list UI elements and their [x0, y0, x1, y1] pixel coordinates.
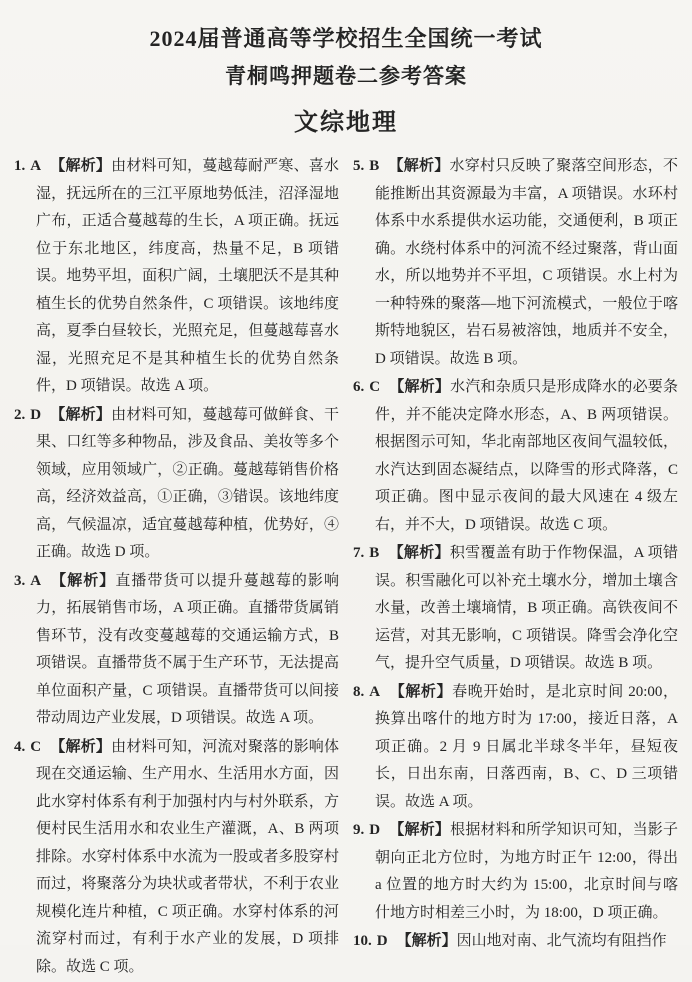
analysis-text: 积雪覆盖有助于作物保温，A 项错误。积雪融化可以补充土壤水分，增加土壤含水量，改善土壤墒情，B 项正确。高铁夜间不运营，对其无影响，C 项错误。降雪会净化空气，提升空气质量，D 项错误。故选 B 项。: [375, 545, 678, 671]
subject-heading: 文综地理: [294, 109, 398, 136]
answer-letter: B: [369, 545, 380, 561]
analysis-text: 由材料可知，河流对聚落的影响体现在交通运输、生产用水、生活用水方面，因此水穿村体系有利于加强村内与村外联系，方便村民生活用水和农业生产灌溉，A、B 两项排除。水穿村体系中水流为一股或者多股穿村而过，将聚落分为块状或者带状，不利于农业规模化连片种植，C 项正确。水穿村体系的河流穿村而过，有利于水产业的发展，D 项排除。故选 C 项。: [36, 738, 339, 975]
answer-letter: D: [376, 933, 388, 949]
analysis-marker: 【解析】: [50, 738, 112, 755]
analysis-text: 春晚开始时，是北京时间 20:00，换算出喀什的地方时为 17:00，接近日落，A 项正确。2 月 9 日属北半球冬半年，昼短夜长，日出东南，日落西南，B、C、D 三项错误。故选 A 项。: [375, 683, 678, 810]
analysis-marker: 【解析】: [389, 822, 451, 838]
item-number: 1.: [14, 158, 26, 174]
answer-letter: D: [30, 406, 42, 423]
analysis-marker: 【解析】: [396, 933, 457, 949]
analysis-marker: 【解析】: [388, 158, 450, 174]
answer-letter: A: [30, 572, 42, 589]
analysis-text: 由材料可知，蔓越莓可做鲜食、干果、口红等多种物品，涉及食品、美妆等多个领域，应用领域广，②正确。蔓越莓销售价格高，经济效益高，①正确，③错误。该地纬度高，气候温凉，适宜蔓越莓种植，优势好，④正确。故选 D 项。: [36, 406, 339, 560]
item-number: 10.: [353, 933, 372, 949]
analysis-text: 根据材料和所学知识可知，当影子朝向正北方位时，为地方时正午 12:00，得出 a 位置的地方时大约为 15:00，北京时间与喀什地方时相差三小时，为 18:00，D 项正确。: [375, 822, 678, 921]
analysis-text: 因山地对南、北气流均有阻挡作: [456, 933, 667, 949]
item-number: 8.: [353, 683, 365, 700]
analysis-text: 直播带货可以提升蔓越莓的影响力，拓展销售市场，A 项正确。直播带货属销售环节，没有改变蔓越莓的交通运输方式，B 项错误。直播带货不属于生产环节，无法提高单位面积产量，C 项错误。直播带货可以间接带动周边产业发展，D 项错误。故选 A 项。: [36, 572, 339, 726]
answer-item-10: [353, 928, 678, 956]
answer-letter: A: [30, 158, 42, 174]
answer-item-3: [14, 568, 339, 733]
answer-letter: C: [369, 379, 381, 395]
answer-item-1: [14, 153, 339, 401]
answer-letter: D: [369, 822, 381, 838]
item-number: 9.: [353, 822, 365, 838]
analysis-text: 水汽和杂质只是形成降水的必要条件，并不能决定降水形态，A、B 两项错误。根据图示可知，华北南部地区夜间气温较低，水汽达到固态凝结点，以降雪的形式降落，C 项正确。图中显示夜间的最大风速在 4 级左右，并不大，D 项错误。故选 C 项。: [375, 379, 678, 533]
item-number: 3.: [14, 572, 26, 589]
item-number: 7.: [353, 545, 365, 561]
answer-item-7: [353, 540, 678, 678]
analysis-marker: 【解析】: [389, 379, 451, 395]
item-number: 6.: [353, 379, 365, 395]
analysis-marker: 【解析】: [50, 406, 112, 423]
answer-letter: A: [369, 683, 381, 700]
answer-letter: C: [30, 738, 42, 755]
left-column: [14, 153, 339, 982]
analysis-marker: 【解析】: [50, 572, 116, 589]
analysis-text: 水穿村只反映了聚落空间形态，不能推断出其资源最为丰富，A 项错误。水环村体系中水系提供水运功能，交通便利，B 项正确。水绕村体系中的河流不经过聚落，背山面水，所以地势并不平坦，C 项错误。水上村为一种特殊的聚落—地下河流模式，一般位于喀斯特地貌区，岩石易被溶蚀，地质并不安全，D 项错误。故选 B 项。: [375, 158, 678, 367]
item-number: 4.: [14, 738, 26, 755]
analysis-marker: 【解析】: [50, 158, 112, 174]
answer-item-4: [14, 734, 339, 982]
analysis-marker: 【解析】: [389, 683, 453, 700]
analysis-text: 由材料可知，蔓越莓耐严寒、喜水湿，抚远所在的三江平原地势低洼，沼泽湿地广布，正适合蔓越莓的生长，A 项正确。抚远位于东北地区，纬度高，热量不足，B 项错误。地势平坦，面积广阔，土壤肥沃不是其种植生长的优势自然条件，C 项错误。该地纬度高，夏季白昼较长，光照充足，但蔓越莓喜水湿，光照充足不是其种植生长的优势自然条件，D 项错误。故选 A 项。: [36, 158, 339, 394]
right-column: [353, 153, 678, 982]
answer-item-6: [353, 374, 678, 539]
item-number: 5.: [353, 158, 365, 174]
exam-title: 2024届普通高等学校招生全国统一考试: [149, 26, 543, 51]
answer-item-8: [353, 679, 678, 817]
answer-letter: B: [369, 158, 380, 174]
answer-item-2: [14, 402, 339, 567]
answer-item-5: [353, 153, 678, 373]
two-column-body: [14, 153, 678, 982]
answer-key-title: 青桐鸣押题卷二参考答案: [225, 64, 467, 88]
analysis-marker: 【解析】: [388, 545, 450, 561]
item-number: 2.: [14, 406, 26, 423]
answer-item-9: [353, 817, 678, 927]
